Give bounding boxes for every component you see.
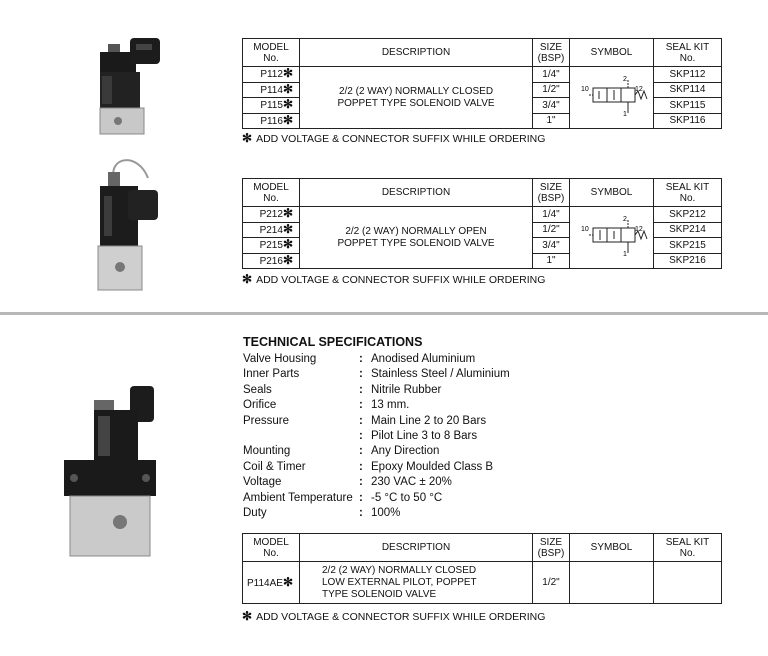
star-icon: ✻ — [242, 609, 253, 623]
tech-spec-colon: : — [359, 507, 363, 519]
star-icon: ✻ — [282, 574, 293, 589]
svg-text:2: 2 — [622, 216, 627, 223]
svg-text:1: 1 — [622, 111, 627, 118]
header-size: SIZE (BSP) — [533, 39, 570, 67]
tech-spec-label: Valve Housing — [243, 353, 317, 365]
svg-text:12: 12 — [634, 226, 643, 233]
tech-spec-row — [243, 414, 486, 429]
model-cell: P114AE✻ — [243, 562, 300, 604]
tech-spec-value: Main Line 2 to 20 Bars — [371, 414, 487, 427]
tech-spec-colon: : — [359, 445, 363, 458]
tech-spec-row — [243, 429, 477, 444]
size-cell: 1" — [533, 253, 570, 269]
svg-text:12: 12 — [634, 86, 643, 93]
seal-kit-cell: SKP212 — [654, 207, 722, 223]
tech-spec-label: Seals — [243, 383, 272, 396]
star-icon: ✻ — [282, 252, 293, 267]
header-model: MODEL No. — [243, 179, 300, 207]
header-size: SIZE (BSP) — [533, 534, 570, 562]
description-cell: 2/2 (2 WAY) NORMALLY OPEN POPPET TYPE SOLENOID VALVE — [300, 207, 533, 269]
size-cell: 1/2" — [533, 82, 570, 98]
tech-spec-label: Pressure — [243, 414, 290, 427]
star-icon: ✻ — [242, 272, 253, 286]
tech-spec-colon: : — [359, 476, 363, 489]
size-cell: 1/4" — [533, 207, 570, 223]
tech-spec-value: Pilot Line 3 to 8 Bars — [371, 430, 478, 442]
tech-spec-row — [243, 475, 452, 490]
tech-spec-row — [243, 506, 400, 521]
tech-spec-row — [243, 383, 441, 398]
description-cell: 2/2 (2 WAY) NORMALLY CLOSED POPPET TYPE SOLENOID VALVE — [300, 67, 533, 129]
svg-text:1: 1 — [622, 251, 627, 258]
size-cell: 3/4" — [533, 238, 570, 254]
tech-spec-row — [243, 367, 510, 382]
tech-spec-row — [243, 491, 442, 506]
seal-kit-cell: SKP112 — [654, 67, 722, 83]
tech-spec-colon: : — [359, 430, 363, 442]
tech-spec-colon: : — [359, 399, 363, 412]
seal-kit-cell: SKP214 — [654, 222, 722, 238]
star-icon: ✻ — [282, 237, 293, 252]
spec-table-2 — [242, 178, 722, 269]
valve-symbol-no — [570, 207, 654, 269]
header-seal-kit: SEAL KIT No. — [654, 534, 722, 562]
header-size: SIZE (BSP) — [533, 179, 570, 207]
tech-spec-colon: : — [359, 491, 363, 504]
svg-text:10: 10 — [580, 226, 589, 233]
ordering-note-2: ✻ ADD VOLTAGE & CONNECTOR SUFFIX WHILE ORDERING — [242, 272, 546, 286]
seal-kit-cell: SKP114 — [654, 82, 722, 98]
ordering-note-1: ✻ ADD VOLTAGE & CONNECTOR SUFFIX WHILE ORDERING — [242, 131, 546, 145]
tech-spec-colon: : — [359, 353, 363, 365]
tech-spec-row — [243, 460, 493, 475]
seal-kit-cell: SKP216 — [654, 253, 722, 269]
header-model: MODEL No. — [243, 534, 300, 562]
header-symbol: SYMBOL — [570, 39, 654, 67]
tech-spec-label: Coil & Timer — [243, 460, 306, 473]
tech-spec-label: Voltage — [243, 476, 282, 489]
tech-spec-label: Ambient Temperature — [243, 491, 353, 504]
seal-kit-cell: SKP215 — [654, 238, 722, 254]
tech-spec-row — [243, 352, 475, 367]
tech-spec-value: 230 VAC ± 20% — [371, 476, 452, 489]
valve-photo-2 — [78, 152, 188, 302]
model-cell: P212✻ — [243, 207, 300, 223]
size-cell: 3/4" — [533, 98, 570, 114]
section-divider — [0, 312, 768, 315]
valve-photo-1 — [78, 30, 188, 140]
header-description: DESCRIPTION — [300, 534, 533, 562]
header-symbol: SYMBOL — [570, 179, 654, 207]
tech-spec-value: Stainless Steel / Aluminium — [371, 368, 510, 381]
tech-spec-value: Nitrile Rubber — [371, 383, 442, 396]
tech-spec-label: Orifice — [243, 399, 277, 412]
star-icon: ✻ — [282, 112, 293, 127]
header-symbol: SYMBOL — [570, 534, 654, 562]
size-cell: 1" — [533, 113, 570, 129]
svg-text:10: 10 — [580, 86, 589, 93]
tech-spec-row — [243, 444, 439, 459]
tech-spec-value: Anodised Aluminium — [371, 353, 476, 365]
header-description: DESCRIPTION — [300, 179, 533, 207]
seal-kit-cell: SKP115 — [654, 98, 722, 114]
seal-kit-cell: SKP116 — [654, 113, 722, 129]
model-cell: P215✻ — [243, 238, 300, 254]
tech-spec-colon: : — [359, 414, 363, 427]
tech-spec-value: -5 °C to 50 °C — [371, 491, 443, 504]
tech-spec-colon: : — [359, 460, 363, 473]
header-description: DESCRIPTION — [300, 39, 533, 67]
seal-kit-cell — [654, 562, 722, 604]
tech-specs-title: TECHNICAL SPECIFICATIONS — [243, 335, 423, 349]
star-icon: ✻ — [242, 131, 253, 145]
valve-photo-3 — [60, 380, 160, 560]
svg-text:2: 2 — [622, 76, 627, 83]
model-cell: P112✻ — [243, 67, 300, 83]
size-cell: 1/2" — [533, 222, 570, 238]
header-seal-kit: SEAL KIT No. — [654, 39, 722, 67]
star-icon: ✻ — [282, 97, 293, 112]
description-cell: 2/2 (2 WAY) NORMALLY CLOSED LOW EXTERNAL PILOT, POPPET TYPE SOLENOID VALVE — [300, 562, 533, 604]
tech-spec-value: Epoxy Moulded Class B — [371, 460, 494, 473]
star-icon: ✻ — [282, 81, 293, 96]
model-cell: P214✻ — [243, 222, 300, 238]
star-icon: ✻ — [282, 221, 293, 236]
spec-table-3 — [242, 533, 722, 604]
model-cell: P116✻ — [243, 113, 300, 129]
star-icon: ✻ — [282, 206, 293, 221]
tech-spec-value: Any Direction — [371, 445, 440, 458]
tech-spec-colon: : — [359, 368, 363, 381]
header-seal-kit: SEAL KIT No. — [654, 179, 722, 207]
tech-spec-value: 13 mm. — [371, 399, 410, 412]
size-cell: 1/4" — [533, 67, 570, 83]
tech-spec-colon: : — [359, 383, 363, 396]
spec-table-1 — [242, 38, 722, 129]
tech-spec-value: 100% — [371, 507, 401, 519]
header-model: MODEL No. — [243, 39, 300, 67]
star-icon: ✻ — [282, 66, 293, 81]
tech-spec-label: Mounting — [243, 445, 291, 458]
tech-spec-row — [243, 398, 409, 413]
model-cell: P115✻ — [243, 98, 300, 114]
tech-spec-label: Inner Parts — [243, 368, 300, 381]
ordering-note-3: ✻ ADD VOLTAGE & CONNECTOR SUFFIX WHILE ORDERING — [242, 609, 546, 623]
symbol-cell — [570, 562, 654, 604]
model-cell: P216✻ — [243, 253, 300, 269]
model-cell: P114✻ — [243, 82, 300, 98]
size-cell: 1/2" — [533, 562, 570, 604]
valve-symbol-nc — [570, 67, 654, 129]
tech-spec-label: Duty — [243, 507, 267, 519]
